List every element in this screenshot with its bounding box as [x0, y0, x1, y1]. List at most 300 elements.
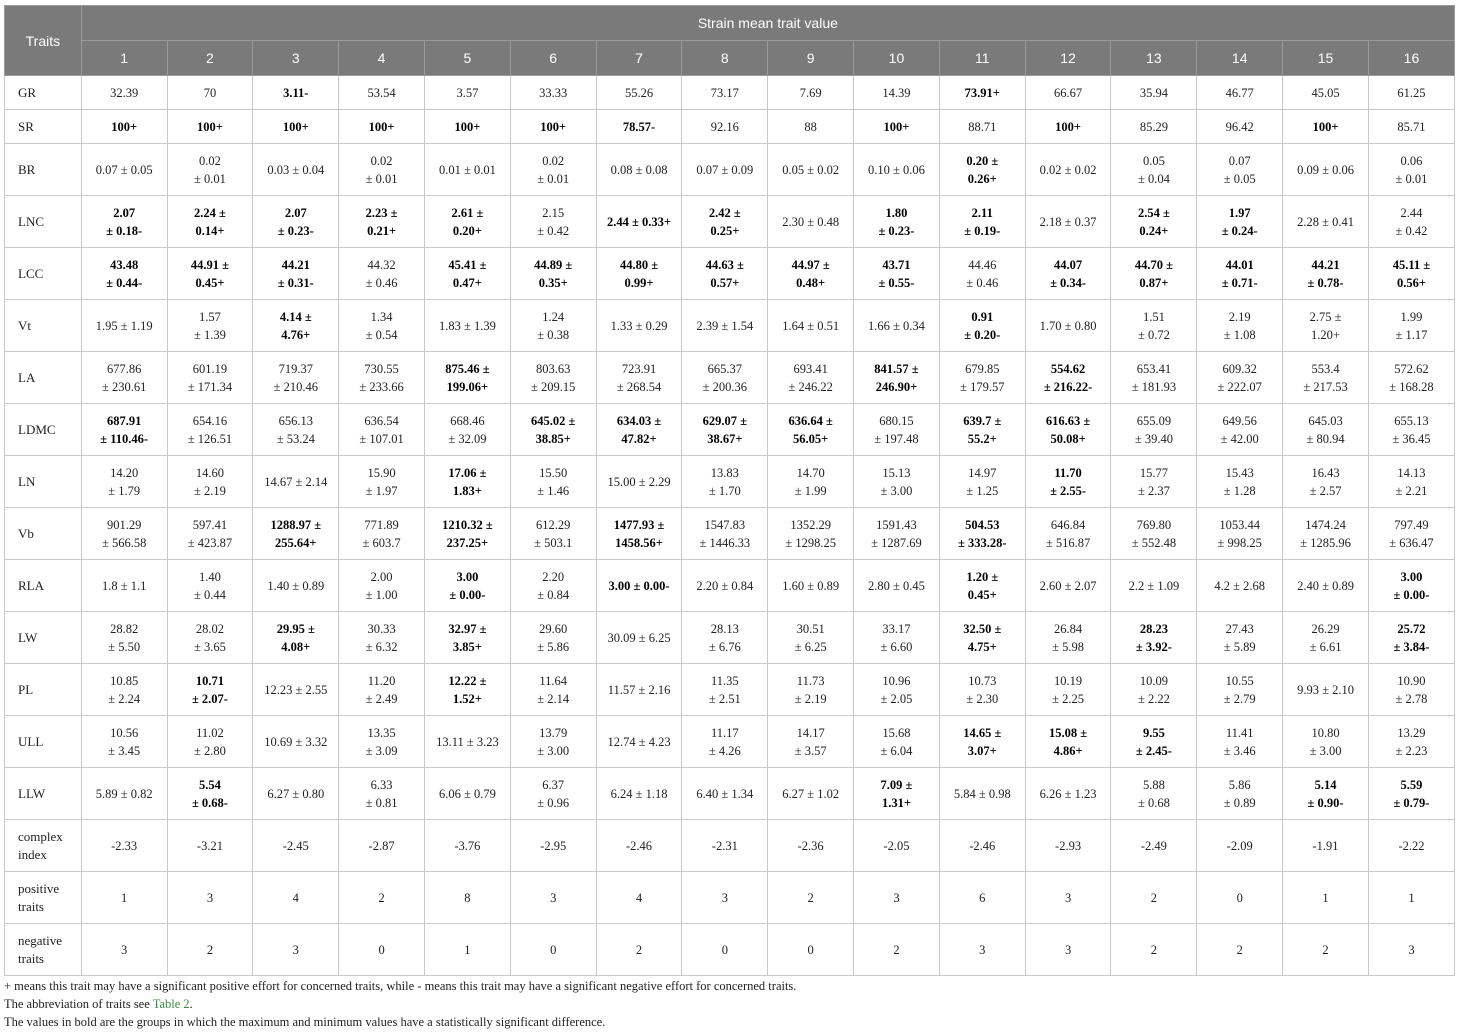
table-row	[5, 872, 1455, 924]
trait-value-cell: 13.79 ± 3.00	[510, 716, 596, 768]
trait-value-cell: 44.32 ± 0.46	[339, 248, 425, 300]
trait-value-cell: 44.21 ± 0.31-	[253, 248, 339, 300]
trait-value-cell: 14.17 ± 3.57	[768, 716, 854, 768]
trait-value-cell: 803.63 ± 209.15	[510, 352, 596, 404]
trait-value-cell: -2.46	[939, 820, 1025, 872]
trait-value-cell: 1	[1283, 872, 1369, 924]
trait-value-cell: 100+	[167, 110, 253, 144]
trait-value-cell: 5.89 ± 0.82	[81, 768, 167, 820]
trait-value-cell: 1.40 ± 0.89	[253, 560, 339, 612]
table-row	[5, 508, 1455, 560]
trait-label: positive traits	[5, 872, 82, 924]
trait-label: SR	[5, 110, 82, 144]
trait-value-cell: 0.10 ± 0.06	[854, 144, 940, 196]
trait-value-cell: 3	[167, 872, 253, 924]
footnote-abbreviation-prefix: The abbreviation of traits see	[4, 997, 153, 1011]
trait-label: LDMC	[5, 404, 82, 456]
trait-value-cell: 44.63 ± 0.57+	[682, 248, 768, 300]
trait-value-cell: 609.32 ± 222.07	[1197, 352, 1283, 404]
trait-value-cell: 0.07 ± 0.09	[682, 144, 768, 196]
trait-value-cell: 30.33 ± 6.32	[339, 612, 425, 664]
trait-value-cell: 2	[167, 924, 253, 976]
trait-value-cell: 28.82 ± 5.50	[81, 612, 167, 664]
trait-value-cell: 693.41 ± 246.22	[768, 352, 854, 404]
trait-value-cell: 2	[596, 924, 682, 976]
trait-value-cell: -2.33	[81, 820, 167, 872]
trait-value-cell: 901.29 ± 566.58	[81, 508, 167, 560]
trait-value-cell: 0.01 ± 0.01	[424, 144, 510, 196]
trait-value-cell: 44.21 ± 0.78-	[1283, 248, 1369, 300]
trait-value-cell: 12.22 ± 1.52+	[424, 664, 510, 716]
trait-value-cell: 875.46 ± 199.06+	[424, 352, 510, 404]
trait-value-cell: 43.48 ± 0.44-	[81, 248, 167, 300]
table-row	[5, 248, 1455, 300]
trait-value-cell: 2.61 ± 0.20+	[424, 196, 510, 248]
trait-value-cell: 44.07 ± 0.34-	[1025, 248, 1111, 300]
trait-value-cell: 10.09 ± 2.22	[1111, 664, 1197, 716]
strain-header: 10	[854, 41, 940, 76]
trait-value-cell: 13.83 ± 1.70	[682, 456, 768, 508]
trait-value-cell: -3.76	[424, 820, 510, 872]
table-row	[5, 110, 1455, 144]
group-header: Strain mean trait value	[81, 6, 1454, 41]
trait-value-cell: 554.62 ± 216.22-	[1025, 352, 1111, 404]
trait-label: BR	[5, 144, 82, 196]
trait-value-cell: 29.95 ± 4.08+	[253, 612, 339, 664]
trait-value-cell: 44.91 ± 0.45+	[167, 248, 253, 300]
trait-value-cell: 597.41 ± 423.87	[167, 508, 253, 560]
trait-value-cell: 15.43 ± 1.28	[1197, 456, 1283, 508]
trait-value-cell: 11.57 ± 2.16	[596, 664, 682, 716]
trait-value-cell: 0.91 ± 0.20-	[939, 300, 1025, 352]
trait-value-cell: 14.70 ± 1.99	[768, 456, 854, 508]
trait-value-cell: 30.51 ± 6.25	[768, 612, 854, 664]
trait-value-cell: 3.57	[424, 76, 510, 110]
trait-value-cell: 100+	[424, 110, 510, 144]
trait-value-cell: 5.59 ± 0.79-	[1368, 768, 1454, 820]
table-row	[5, 716, 1455, 768]
trait-value-cell: 0.06 ± 0.01	[1368, 144, 1454, 196]
trait-value-cell: 1210.32 ± 237.25+	[424, 508, 510, 560]
strain-header: 5	[424, 41, 510, 76]
trait-value-cell: 2.2 ± 1.09	[1111, 560, 1197, 612]
trait-value-cell: 17.06 ± 1.83+	[424, 456, 510, 508]
trait-value-cell: 1477.93 ± 1458.56+	[596, 508, 682, 560]
trait-value-cell: 0.02 ± 0.01	[339, 144, 425, 196]
trait-value-cell: 5.54 ± 0.68-	[167, 768, 253, 820]
trait-value-cell: 30.09 ± 6.25	[596, 612, 682, 664]
trait-label: Vb	[5, 508, 82, 560]
trait-value-cell: 1.97 ± 0.24-	[1197, 196, 1283, 248]
trait-value-cell: 2.20 ± 0.84	[510, 560, 596, 612]
trait-value-cell: 1.66 ± 0.34	[854, 300, 940, 352]
trait-value-cell: 10.85 ± 2.24	[81, 664, 167, 716]
trait-value-cell: 2.30 ± 0.48	[768, 196, 854, 248]
trait-value-cell: 33.33	[510, 76, 596, 110]
strain-header: 14	[1197, 41, 1283, 76]
trait-value-cell: -2.36	[768, 820, 854, 872]
trait-value-cell: 2	[339, 872, 425, 924]
trait-value-cell: 3.00 ± 0.00-	[596, 560, 682, 612]
trait-value-cell: 1	[424, 924, 510, 976]
trait-value-cell: 2.11 ± 0.19-	[939, 196, 1025, 248]
trait-value-cell: 5.14 ± 0.90-	[1283, 768, 1369, 820]
trait-value-cell: 645.03 ± 80.94	[1283, 404, 1369, 456]
trait-value-cell: 1	[1368, 872, 1454, 924]
trait-value-cell: 3	[81, 924, 167, 976]
trait-value-cell: 655.09 ± 39.40	[1111, 404, 1197, 456]
trait-value-cell: 26.29 ± 6.61	[1283, 612, 1369, 664]
trait-value-cell: 11.64 ± 2.14	[510, 664, 596, 716]
trait-value-cell: 1.80 ± 0.23-	[854, 196, 940, 248]
trait-value-cell: 100+	[510, 110, 596, 144]
trait-value-cell: 13.11 ± 3.23	[424, 716, 510, 768]
trait-value-cell: 601.19 ± 171.34	[167, 352, 253, 404]
trait-value-cell: 100+	[253, 110, 339, 144]
trait-value-cell: 679.85 ± 179.57	[939, 352, 1025, 404]
table-2-link[interactable]: Table 2	[152, 997, 190, 1011]
trait-value-cell: 33.17 ± 6.60	[854, 612, 940, 664]
strain-trait-table	[4, 5, 1455, 976]
trait-value-cell: 1.51 ± 0.72	[1111, 300, 1197, 352]
trait-value-cell: 100+	[854, 110, 940, 144]
trait-value-cell: 645.02 ± 38.85+	[510, 404, 596, 456]
trait-value-cell: 0.02 ± 0.01	[167, 144, 253, 196]
trait-value-cell: 0	[339, 924, 425, 976]
trait-value-cell: 1.95 ± 1.19	[81, 300, 167, 352]
trait-value-cell: 5.84 ± 0.98	[939, 768, 1025, 820]
table-row	[5, 924, 1455, 976]
trait-value-cell: 1053.44 ± 998.25	[1197, 508, 1283, 560]
trait-value-cell: 4.2 ± 2.68	[1197, 560, 1283, 612]
footnote-bold-meaning: The values in bold are the groups in which the maximum and minimum values have a statistically significant difference.	[4, 1015, 606, 1029]
trait-label: LNC	[5, 196, 82, 248]
trait-value-cell: 1.60 ± 0.89	[768, 560, 854, 612]
trait-value-cell: 612.29 ± 503.1	[510, 508, 596, 560]
trait-value-cell: 92.16	[682, 110, 768, 144]
trait-value-cell: 6	[939, 872, 1025, 924]
table-row	[5, 352, 1455, 404]
table-row	[5, 76, 1455, 110]
trait-value-cell: 8	[424, 872, 510, 924]
trait-value-cell: 11.70 ± 2.55-	[1025, 456, 1111, 508]
trait-value-cell: 15.90 ± 1.97	[339, 456, 425, 508]
trait-value-cell: 2.23 ± 0.21+	[339, 196, 425, 248]
trait-value-cell: 27.43 ± 5.89	[1197, 612, 1283, 664]
trait-value-cell: -2.49	[1111, 820, 1197, 872]
trait-value-cell: 73.17	[682, 76, 768, 110]
trait-value-cell: 15.77 ± 2.37	[1111, 456, 1197, 508]
trait-value-cell: 5.88 ± 0.68	[1111, 768, 1197, 820]
strain-header: 7	[596, 41, 682, 76]
table-row	[5, 820, 1455, 872]
trait-value-cell: 2.07 ± 0.18-	[81, 196, 167, 248]
footnote-abbreviation	[4, 995, 796, 1013]
trait-value-cell: 44.89 ± 0.35+	[510, 248, 596, 300]
trait-value-cell: 85.71	[1368, 110, 1454, 144]
trait-value-cell: 15.08 ± 4.86+	[1025, 716, 1111, 768]
trait-value-cell: 646.84 ± 516.87	[1025, 508, 1111, 560]
table-row	[5, 300, 1455, 352]
table-row	[5, 560, 1455, 612]
trait-value-cell: 15.68 ± 6.04	[854, 716, 940, 768]
trait-value-cell: 4	[596, 872, 682, 924]
trait-value-cell: 2.44 ± 0.42	[1368, 196, 1454, 248]
trait-value-cell: 1.8 ± 1.1	[81, 560, 167, 612]
trait-value-cell: 6.40 ± 1.34	[682, 768, 768, 820]
trait-value-cell: 88	[768, 110, 854, 144]
strain-header: 8	[682, 41, 768, 76]
trait-label: RLA	[5, 560, 82, 612]
trait-value-cell: -2.09	[1197, 820, 1283, 872]
trait-value-cell: 797.49 ± 636.47	[1368, 508, 1454, 560]
table-row	[5, 404, 1455, 456]
trait-value-cell: 61.25	[1368, 76, 1454, 110]
trait-value-cell: 656.13 ± 53.24	[253, 404, 339, 456]
trait-value-cell: 1.64 ± 0.51	[768, 300, 854, 352]
trait-label: complex index	[5, 820, 82, 872]
trait-value-cell: 55.26	[596, 76, 682, 110]
trait-value-cell: 0.07 ± 0.05	[81, 144, 167, 196]
trait-value-cell: 25.72 ± 3.84-	[1368, 612, 1454, 664]
table-container	[4, 5, 1455, 976]
trait-label: negative traits	[5, 924, 82, 976]
trait-value-cell: 100+	[81, 110, 167, 144]
trait-value-cell: 11.17 ± 4.26	[682, 716, 768, 768]
trait-value-cell: 639.7 ± 55.2+	[939, 404, 1025, 456]
table-row	[5, 456, 1455, 508]
trait-value-cell: 12.74 ± 4.23	[596, 716, 682, 768]
trait-value-cell: -2.87	[339, 820, 425, 872]
trait-value-cell: 629.07 ± 38.67+	[682, 404, 768, 456]
trait-value-cell: 2.15 ± 0.42	[510, 196, 596, 248]
trait-value-cell: 44.70 ± 0.87+	[1111, 248, 1197, 300]
footnotes	[4, 977, 796, 1031]
trait-value-cell: 1.20 ± 0.45+	[939, 560, 1025, 612]
trait-value-cell: 96.42	[1197, 110, 1283, 144]
trait-value-cell: 10.19 ± 2.25	[1025, 664, 1111, 716]
trait-value-cell: 6.33 ± 0.81	[339, 768, 425, 820]
trait-value-cell: 6.37 ± 0.96	[510, 768, 596, 820]
trait-value-cell: -2.93	[1025, 820, 1111, 872]
trait-value-cell: 2.80 ± 0.45	[854, 560, 940, 612]
table-row	[5, 612, 1455, 664]
strain-header: 13	[1111, 41, 1197, 76]
trait-value-cell: 0.20 ± 0.26+	[939, 144, 1025, 196]
trait-value-cell: 0.07 ± 0.05	[1197, 144, 1283, 196]
trait-label: LW	[5, 612, 82, 664]
trait-value-cell: 677.86 ± 230.61	[81, 352, 167, 404]
trait-value-cell: 14.67 ± 2.14	[253, 456, 339, 508]
trait-value-cell: 0.05 ± 0.02	[768, 144, 854, 196]
trait-value-cell: 668.46 ± 32.09	[424, 404, 510, 456]
trait-value-cell: 16.43 ± 2.57	[1283, 456, 1369, 508]
trait-value-cell: 665.37 ± 200.36	[682, 352, 768, 404]
trait-value-cell: 3	[682, 872, 768, 924]
trait-value-cell: 2.00 ± 1.00	[339, 560, 425, 612]
trait-value-cell: 6.26 ± 1.23	[1025, 768, 1111, 820]
trait-value-cell: 45.05	[1283, 76, 1369, 110]
trait-label: GR	[5, 76, 82, 110]
trait-value-cell: 11.73 ± 2.19	[768, 664, 854, 716]
table-row	[5, 196, 1455, 248]
trait-value-cell: 769.80 ± 552.48	[1111, 508, 1197, 560]
strain-header: 11	[939, 41, 1025, 76]
trait-value-cell: 100+	[339, 110, 425, 144]
trait-value-cell: -2.31	[682, 820, 768, 872]
trait-value-cell: 2.39 ± 1.54	[682, 300, 768, 352]
trait-value-cell: 654.16 ± 126.51	[167, 404, 253, 456]
trait-value-cell: 35.94	[1111, 76, 1197, 110]
trait-value-cell: 11.41 ± 3.46	[1197, 716, 1283, 768]
footnote-sign-meaning: + means this trait may have a significant positive effort for concerned traits, while - means this trait may have a significant negative effort for concerned traits.	[4, 979, 797, 993]
trait-value-cell: 1.70 ± 0.80	[1025, 300, 1111, 352]
trait-value-cell: 14.39	[854, 76, 940, 110]
trait-value-cell: 66.67	[1025, 76, 1111, 110]
trait-value-cell: 4.14 ± 4.76+	[253, 300, 339, 352]
table-body	[5, 76, 1455, 976]
trait-value-cell: 14.13 ± 2.21	[1368, 456, 1454, 508]
trait-value-cell: 3	[1025, 872, 1111, 924]
trait-value-cell: 6.27 ± 0.80	[253, 768, 339, 820]
trait-value-cell: 1288.97 ± 255.64+	[253, 508, 339, 560]
strain-header: 6	[510, 41, 596, 76]
trait-value-cell: 44.46 ± 0.46	[939, 248, 1025, 300]
trait-value-cell: 3	[253, 924, 339, 976]
trait-value-cell: 1.99 ± 1.17	[1368, 300, 1454, 352]
trait-value-cell: 14.65 ± 3.07+	[939, 716, 1025, 768]
trait-value-cell: 12.23 ± 2.55	[253, 664, 339, 716]
trait-value-cell: 3	[1368, 924, 1454, 976]
trait-value-cell: 2.60 ± 2.07	[1025, 560, 1111, 612]
trait-value-cell: 10.56 ± 3.45	[81, 716, 167, 768]
trait-value-cell: 0.02 ± 0.02	[1025, 144, 1111, 196]
trait-value-cell: 616.63 ± 50.08+	[1025, 404, 1111, 456]
trait-value-cell: 46.77	[1197, 76, 1283, 110]
trait-value-cell: 0	[768, 924, 854, 976]
trait-value-cell: 687.91 ± 110.46-	[81, 404, 167, 456]
trait-value-cell: 2.07 ± 0.23-	[253, 196, 339, 248]
trait-value-cell: 43.71 ± 0.55-	[854, 248, 940, 300]
trait-value-cell: 655.13 ± 36.45	[1368, 404, 1454, 456]
trait-value-cell: 841.57 ± 246.90+	[854, 352, 940, 404]
trait-value-cell: 9.55 ± 2.45-	[1111, 716, 1197, 768]
trait-value-cell: 11.02 ± 2.80	[167, 716, 253, 768]
trait-value-cell: 1547.83 ± 1446.33	[682, 508, 768, 560]
trait-value-cell: 10.96 ± 2.05	[854, 664, 940, 716]
trait-value-cell: 28.23 ± 3.92-	[1111, 612, 1197, 664]
trait-value-cell: 0.02 ± 0.01	[510, 144, 596, 196]
trait-value-cell: 0.09 ± 0.06	[1283, 144, 1369, 196]
trait-value-cell: 649.56 ± 42.00	[1197, 404, 1283, 456]
trait-value-cell: 28.02 ± 3.65	[167, 612, 253, 664]
trait-value-cell: 723.91 ± 268.54	[596, 352, 682, 404]
trait-value-cell: 10.71 ± 2.07-	[167, 664, 253, 716]
trait-value-cell: 1.33 ± 0.29	[596, 300, 682, 352]
strain-header: 3	[253, 41, 339, 76]
trait-value-cell: 15.13 ± 3.00	[854, 456, 940, 508]
strain-header: 16	[1368, 41, 1454, 76]
trait-value-cell: 2.24 ± 0.14+	[167, 196, 253, 248]
trait-value-cell: 2	[1111, 872, 1197, 924]
trait-value-cell: 2.28 ± 0.41	[1283, 196, 1369, 248]
trait-value-cell: 6.06 ± 0.79	[424, 768, 510, 820]
trait-value-cell: 504.53 ± 333.28-	[939, 508, 1025, 560]
trait-value-cell: 653.41 ± 181.93	[1111, 352, 1197, 404]
trait-value-cell: 44.97 ± 0.48+	[768, 248, 854, 300]
trait-value-cell: -2.45	[253, 820, 339, 872]
trait-value-cell: 771.89 ± 603.7	[339, 508, 425, 560]
trait-value-cell: -2.22	[1368, 820, 1454, 872]
trait-value-cell: 2	[854, 924, 940, 976]
trait-value-cell: 15.50 ± 1.46	[510, 456, 596, 508]
trait-value-cell: 10.55 ± 2.79	[1197, 664, 1283, 716]
trait-value-cell: 3.00 ± 0.00-	[424, 560, 510, 612]
trait-value-cell: 1.40 ± 0.44	[167, 560, 253, 612]
trait-value-cell: 0	[682, 924, 768, 976]
strain-header: 12	[1025, 41, 1111, 76]
table-row	[5, 144, 1455, 196]
trait-value-cell: 636.54 ± 107.01	[339, 404, 425, 456]
trait-value-cell: 2.44 ± 0.33+	[596, 196, 682, 248]
trait-label: PL	[5, 664, 82, 716]
trait-value-cell: 0.08 ± 0.08	[596, 144, 682, 196]
trait-value-cell: 26.84 ± 5.98	[1025, 612, 1111, 664]
trait-value-cell: 78.57-	[596, 110, 682, 144]
trait-value-cell: 32.39	[81, 76, 167, 110]
trait-value-cell: 100+	[1283, 110, 1369, 144]
trait-value-cell: -3.21	[167, 820, 253, 872]
trait-value-cell: 3	[1025, 924, 1111, 976]
trait-value-cell: 32.97 ± 3.85+	[424, 612, 510, 664]
trait-value-cell: 634.03 ± 47.82+	[596, 404, 682, 456]
trait-label: ULL	[5, 716, 82, 768]
trait-value-cell: 2.19 ± 1.08	[1197, 300, 1283, 352]
trait-value-cell: 680.15 ± 197.48	[854, 404, 940, 456]
strain-header: 9	[768, 41, 854, 76]
trait-value-cell: 28.13 ± 6.76	[682, 612, 768, 664]
trait-value-cell: 4	[253, 872, 339, 924]
trait-value-cell: 2.20 ± 0.84	[682, 560, 768, 612]
trait-value-cell: 88.71	[939, 110, 1025, 144]
trait-value-cell: 44.80 ± 0.99+	[596, 248, 682, 300]
table-row	[5, 664, 1455, 716]
traits-header: Traits	[5, 6, 82, 76]
trait-value-cell: 9.93 ± 2.10	[1283, 664, 1369, 716]
trait-value-cell: 6.27 ± 1.02	[768, 768, 854, 820]
strain-header: 2	[167, 41, 253, 76]
trait-value-cell: 7.69	[768, 76, 854, 110]
strain-header-row	[5, 41, 1455, 76]
trait-value-cell: 1591.43 ± 1287.69	[854, 508, 940, 560]
trait-label: LCC	[5, 248, 82, 300]
trait-value-cell: 2	[1111, 924, 1197, 976]
trait-value-cell: 2.42 ± 0.25+	[682, 196, 768, 248]
trait-value-cell: 73.91+	[939, 76, 1025, 110]
trait-value-cell: 3	[510, 872, 596, 924]
trait-value-cell: 13.35 ± 3.09	[339, 716, 425, 768]
trait-value-cell: 719.37 ± 210.46	[253, 352, 339, 404]
trait-value-cell: 3.00 ± 0.00-	[1368, 560, 1454, 612]
trait-value-cell: -1.91	[1283, 820, 1369, 872]
trait-value-cell: 0.05 ± 0.04	[1111, 144, 1197, 196]
trait-value-cell: 10.69 ± 3.32	[253, 716, 339, 768]
trait-value-cell: 45.41 ± 0.47+	[424, 248, 510, 300]
trait-value-cell: 1474.24 ± 1285.96	[1283, 508, 1369, 560]
trait-value-cell: 3.11-	[253, 76, 339, 110]
table-row	[5, 768, 1455, 820]
trait-value-cell: 572.62 ± 168.28	[1368, 352, 1454, 404]
